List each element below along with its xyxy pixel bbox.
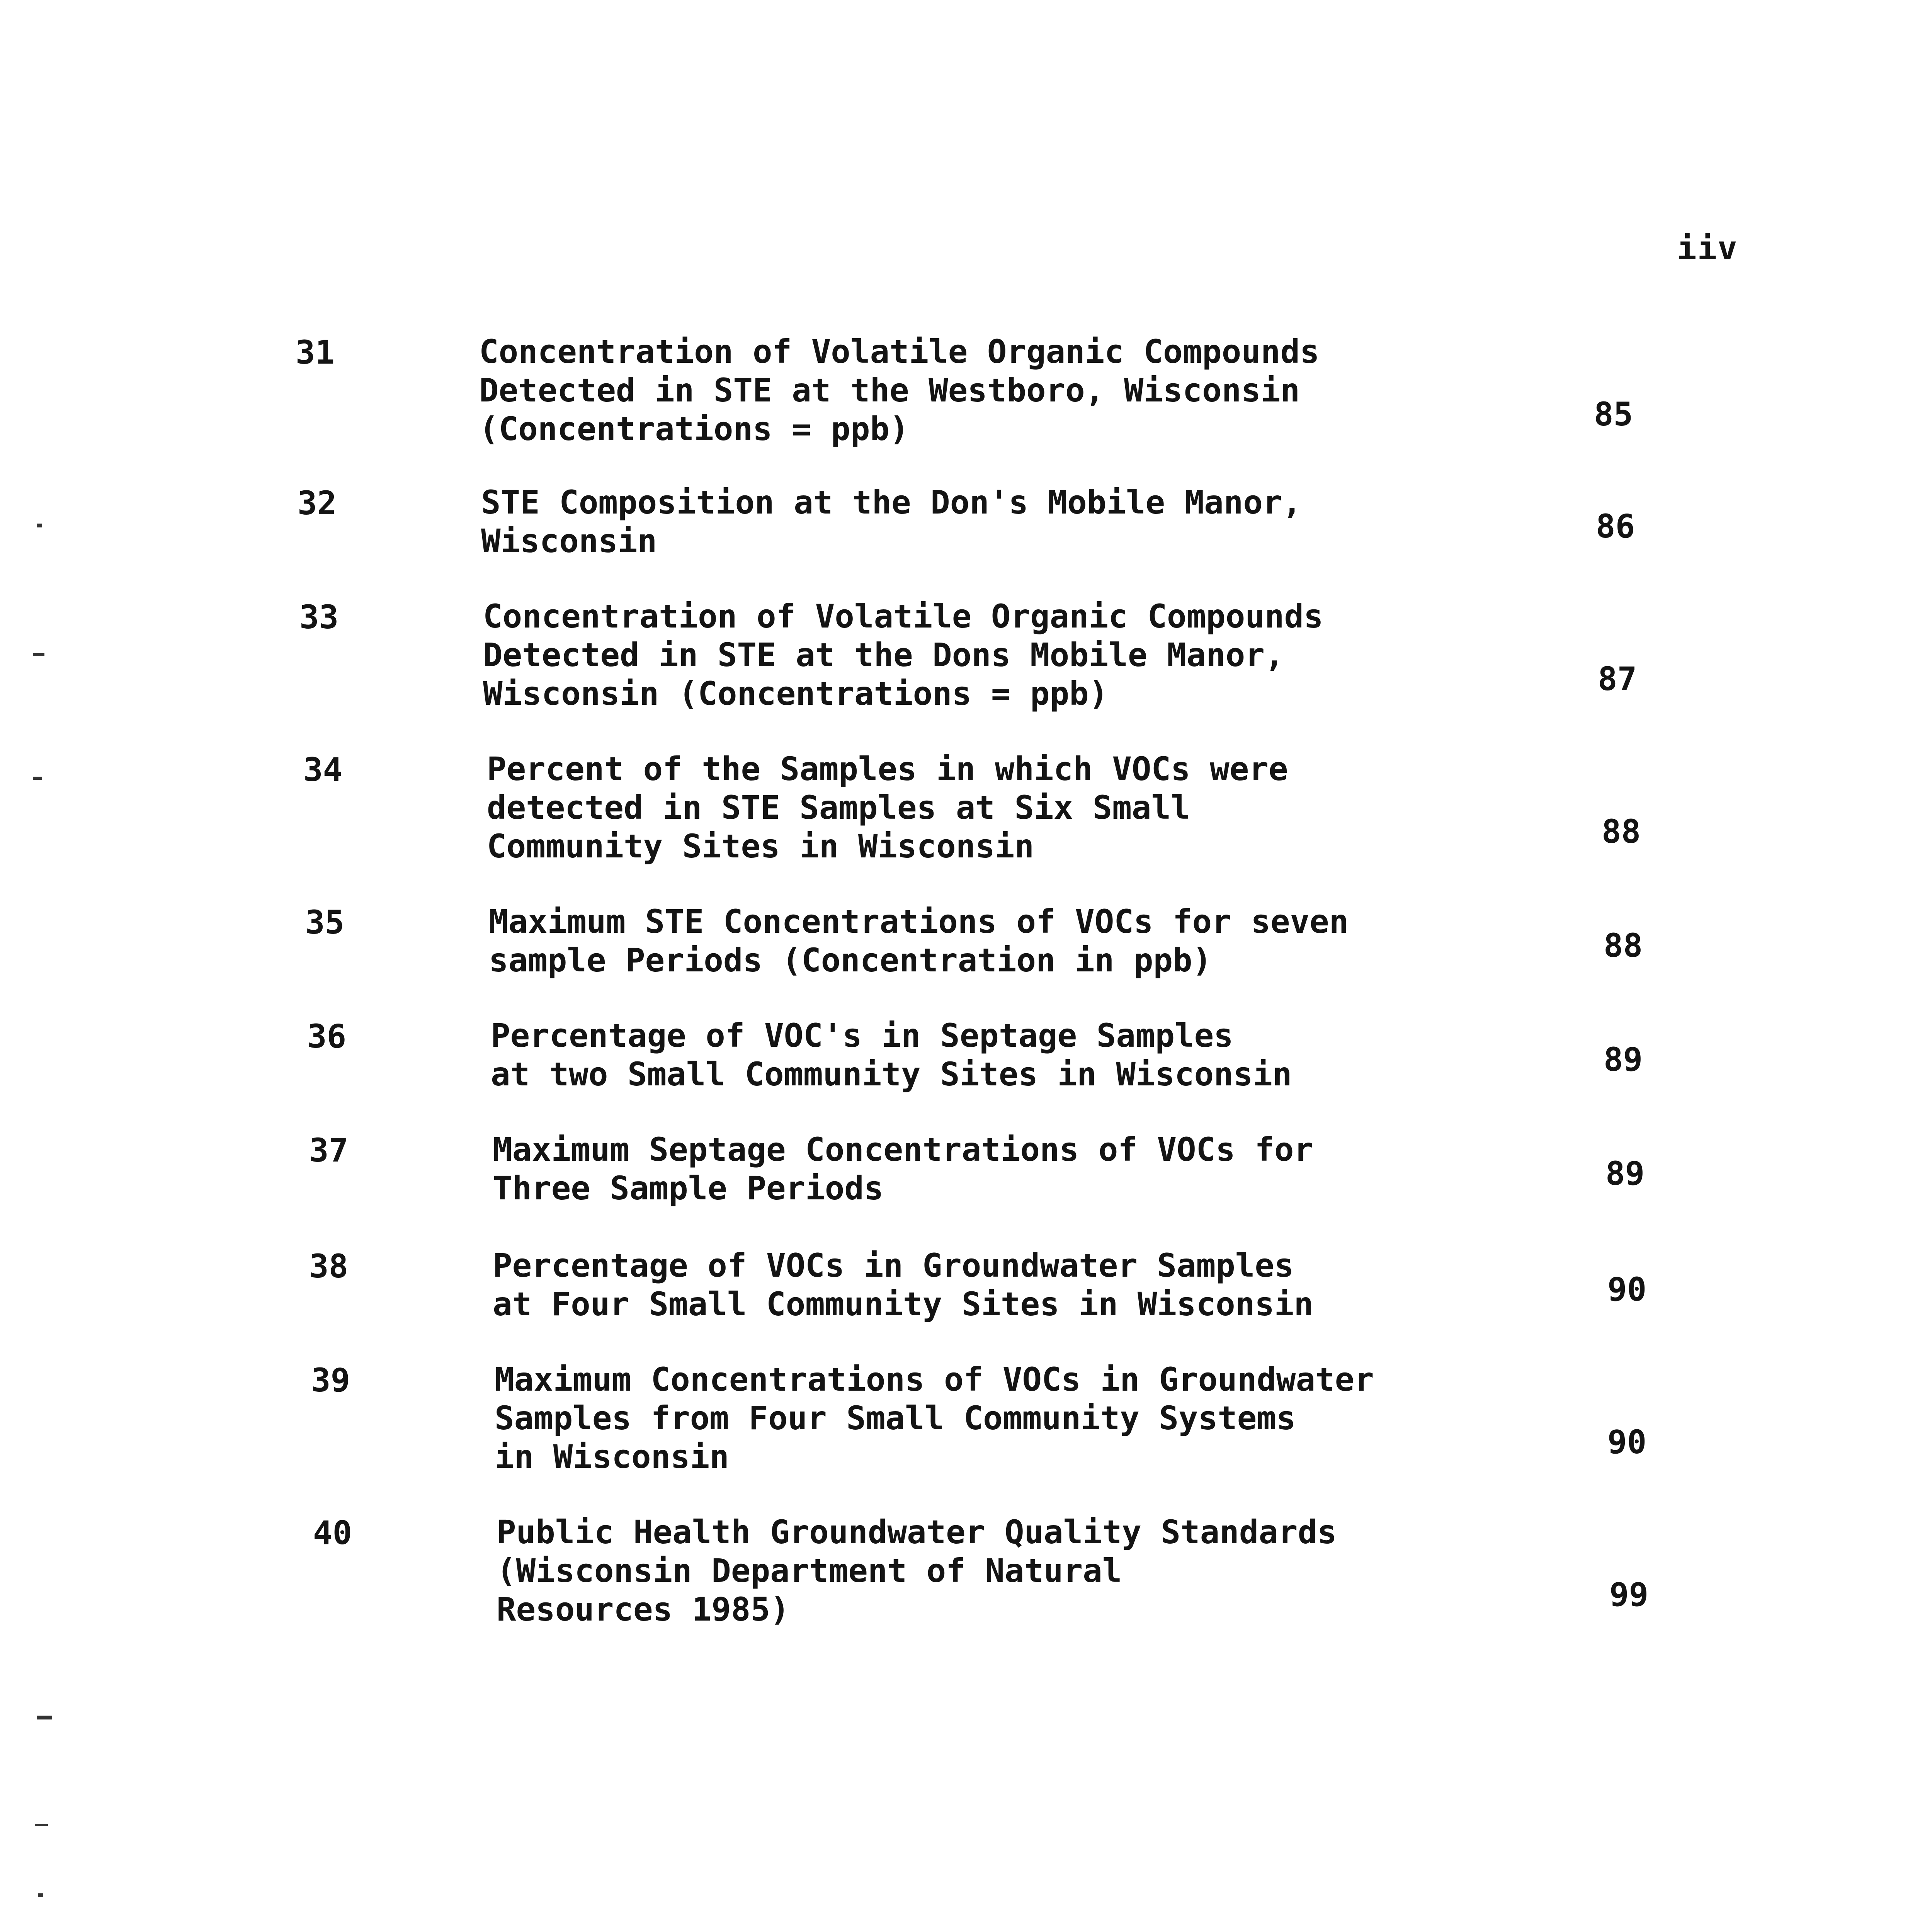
entry-title-line: Wisconsin (Concentrations = ppb) — [483, 675, 1109, 713]
entry-page-number: 88 — [1604, 927, 1643, 964]
entry-title-line: Maximum Septage Concentrations of VOCs for — [493, 1131, 1314, 1168]
entry-page-number: 90 — [1607, 1423, 1647, 1461]
entry-number: 31 — [296, 333, 335, 371]
entry-number: 39 — [311, 1361, 350, 1399]
entry-title-line: Maximum STE Concentrations of VOCs for seven — [489, 903, 1349, 940]
entry-title — [491, 1016, 1292, 1094]
entry-number: 32 — [298, 484, 337, 522]
entry-title — [493, 1246, 1313, 1323]
entry-page-number: 90 — [1607, 1270, 1647, 1308]
entry-number: 33 — [299, 598, 339, 636]
entry-page-number: 99 — [1609, 1576, 1649, 1614]
entry-title-line: Wisconsin — [481, 522, 657, 560]
page-number: iiv — [1677, 229, 1738, 267]
entry-page-number: 87 — [1598, 660, 1637, 698]
entry-title — [489, 902, 1349, 980]
entry-title-line: STE Composition at the Don's Mobile Manor, — [481, 483, 1302, 521]
scan-mark — [33, 777, 42, 780]
scan-mark — [37, 524, 42, 527]
entry-title-line: Public Health Groundwater Quality Standards — [497, 1513, 1337, 1551]
entry-title-line: Concentration of Volatile Organic Compounds — [479, 333, 1320, 371]
scan-mark — [33, 653, 44, 656]
entry-page-number: 89 — [1604, 1041, 1643, 1078]
entry-page-number: 86 — [1596, 507, 1635, 545]
entry-title-line: Three Sample Periods — [493, 1169, 884, 1207]
entry-title-line: detected in STE Samples at Six Small — [487, 789, 1190, 827]
entry-title-line: (Wisconsin Department of Natural — [497, 1552, 1122, 1590]
entry-page-number: 89 — [1605, 1155, 1645, 1192]
entry-title-line: Maximum Concentrations of VOCs in Groundwater — [495, 1361, 1374, 1398]
entry-title — [481, 483, 1302, 560]
entry-title-line: in Wisconsin — [495, 1438, 729, 1476]
scan-mark — [38, 1893, 43, 1897]
entry-number: 40 — [313, 1514, 352, 1552]
scan-mark — [35, 1824, 48, 1826]
entry-title-line: Concentration of Volatile Organic Compounds — [483, 597, 1323, 635]
entry-page-number: 88 — [1602, 813, 1641, 850]
entry-title-line: Resources 1985) — [497, 1590, 790, 1628]
entry-title — [493, 1130, 1313, 1208]
entry-number: 35 — [305, 903, 345, 941]
entry-title — [487, 750, 1288, 866]
entry-title-line: Detected in STE at the Westboro, Wisconsin — [479, 371, 1300, 409]
entry-title-line: at Four Small Community Sites in Wisconsin — [493, 1285, 1314, 1323]
entry-title-line: Percentage of VOC's in Septage Samples — [491, 1017, 1233, 1054]
entry-title — [497, 1513, 1337, 1629]
entry-title-line: Samples from Four Small Community Systems — [495, 1399, 1296, 1437]
entry-title-line: Percentage of VOCs in Groundwater Samples — [493, 1247, 1294, 1284]
entry-number: 38 — [309, 1247, 349, 1285]
entry-title-line: at two Small Community Sites in Wisconsin — [491, 1055, 1292, 1093]
entry-title-line: sample Periods (Concentration in ppb) — [489, 941, 1212, 979]
entry-number: 36 — [307, 1017, 347, 1055]
entry-title — [483, 597, 1323, 713]
entry-number: 37 — [309, 1131, 349, 1169]
entry-title-line: Detected in STE at the Dons Mobile Manor, — [483, 636, 1284, 674]
entry-title-line: (Concentrations = ppb) — [479, 410, 909, 448]
entry-page-number: 85 — [1594, 395, 1633, 433]
entry-title-line: Percent of the Samples in which VOCs were — [487, 750, 1288, 788]
entry-title — [479, 332, 1320, 448]
entry-title — [495, 1360, 1374, 1476]
scan-mark — [37, 1716, 52, 1719]
entry-title-line: Community Sites in Wisconsin — [487, 827, 1034, 865]
entry-number: 34 — [303, 751, 343, 789]
